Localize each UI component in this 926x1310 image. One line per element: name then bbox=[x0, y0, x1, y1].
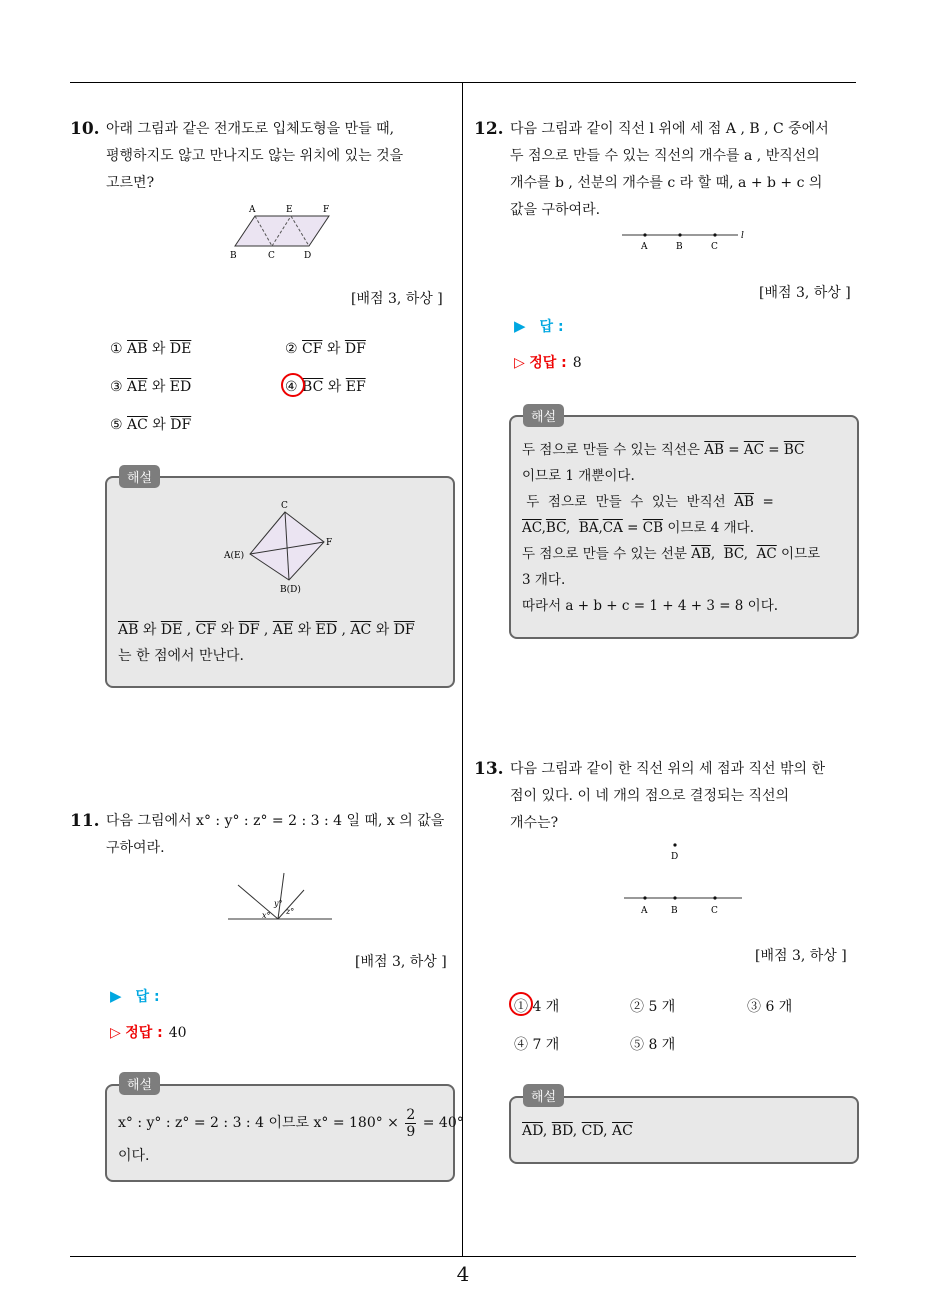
selected-answer-circle bbox=[509, 992, 533, 1016]
correct-label: 정답 : bbox=[125, 1025, 163, 1041]
line-notation: $\overline{AC}$ bbox=[612, 1123, 633, 1139]
question-text-line: 고르면? bbox=[106, 175, 155, 191]
segment: $\overline{BC}$ bbox=[723, 546, 744, 562]
solution-figure bbox=[222, 498, 342, 598]
figure-label: C bbox=[281, 501, 288, 511]
answer-text: 답 : bbox=[135, 989, 160, 1005]
segment: $\overline{DE}$ bbox=[169, 341, 192, 357]
solution-line: 따라서 a + b + c = 1 + 4 + 3 = 8 이다. bbox=[522, 598, 779, 614]
question-number: 12. bbox=[474, 119, 504, 139]
question-10 bbox=[70, 116, 450, 197]
text: , bbox=[743, 546, 757, 562]
option-2[interactable]: ② 5 개 bbox=[630, 999, 676, 1015]
text: = bbox=[723, 442, 744, 458]
option-mark: ② bbox=[285, 341, 298, 357]
option-joiner: 와 bbox=[327, 379, 342, 395]
correct-answer bbox=[110, 1022, 187, 1042]
segment: $\overline{DE}$ bbox=[160, 622, 183, 638]
question-11 bbox=[70, 808, 460, 862]
solution-tag: 해설 bbox=[119, 1072, 160, 1095]
joiner: 와 bbox=[371, 622, 394, 638]
ray-notation: $\overline{CA}$ bbox=[602, 520, 623, 536]
question-number: 13. bbox=[474, 759, 504, 779]
option-mark: ① bbox=[110, 341, 123, 357]
question-text-line: 평행하지도 않고 만나지도 않는 위치에 있는 것을 bbox=[106, 148, 404, 164]
option-mark: ③ bbox=[110, 379, 123, 395]
joiner: 와 bbox=[138, 622, 161, 638]
segment: $\overline{BC}$ bbox=[302, 379, 324, 395]
ray-notation: $\overline{BA}$ bbox=[578, 520, 599, 536]
question-text-line: 개수를 b , 선분의 개수를 c 라 할 때, a + b + c 의 bbox=[510, 175, 823, 191]
segment: $\overline{ED}$ bbox=[315, 622, 338, 638]
option-4[interactable]: ④ 7 개 bbox=[514, 1037, 560, 1053]
text: = bbox=[763, 442, 784, 458]
column-divider bbox=[462, 82, 463, 1256]
solution-text bbox=[522, 1118, 848, 1144]
formula-text: = 40° bbox=[422, 1115, 464, 1131]
top-rule bbox=[70, 82, 856, 83]
segment: $\overline{CF}$ bbox=[302, 341, 323, 357]
question-12 bbox=[474, 116, 860, 224]
solution-text bbox=[118, 617, 448, 669]
segment: $\overline{AC}$ bbox=[756, 546, 777, 562]
figure-label: A bbox=[641, 906, 648, 916]
option-joiner: 와 bbox=[152, 417, 166, 433]
segment: $\overline{ED}$ bbox=[169, 379, 192, 395]
solution-line bbox=[118, 1103, 464, 1143]
correct-label: 정답 : bbox=[529, 355, 567, 371]
line-notation: $\overline{AB}$ bbox=[704, 442, 724, 458]
correct-triangle-icon: ▷ bbox=[514, 355, 530, 371]
option-2[interactable] bbox=[285, 338, 366, 358]
segment: $\overline{AB}$ bbox=[691, 546, 711, 562]
question-number: 10. bbox=[70, 119, 100, 139]
question-number: 11. bbox=[70, 811, 100, 831]
score-label: [배점 3, 하상 ] bbox=[355, 954, 447, 970]
text: 두 점으로 만들 수 있는 직선은 bbox=[522, 442, 705, 458]
segment: $\overline{AE}$ bbox=[127, 379, 148, 395]
option-1[interactable] bbox=[110, 338, 191, 358]
points-figure bbox=[620, 840, 750, 920]
text: 이므로 4 개다. bbox=[663, 520, 754, 536]
net-figure bbox=[225, 200, 345, 262]
question-text-line: 구하여라. bbox=[106, 840, 165, 856]
score-label: [배점 3, 하상 ] bbox=[351, 291, 443, 307]
option-joiner: 와 bbox=[326, 341, 341, 357]
segment: $\overline{DF}$ bbox=[393, 622, 415, 638]
question-13 bbox=[474, 756, 860, 837]
text: , bbox=[710, 546, 724, 562]
figure-label: C bbox=[268, 251, 275, 261]
question-text-line: 다음 그림에서 x° : y° : z° = 2 : 3 : 4 일 때, x 의 값을 bbox=[106, 813, 445, 829]
text: 두 점으로 만들 수 있는 선분 bbox=[522, 546, 692, 562]
option-joiner: 와 bbox=[151, 379, 166, 395]
figure-label: l bbox=[741, 231, 744, 241]
question-text-line: 점이 있다. 이 네 개의 점으로 결정되는 직선의 bbox=[510, 788, 790, 804]
option-5[interactable] bbox=[110, 414, 191, 434]
text: , bbox=[541, 520, 546, 536]
figure-label: B(D) bbox=[280, 585, 301, 595]
answer-text: 답 : bbox=[539, 319, 564, 335]
correct-value: 40 bbox=[168, 1025, 187, 1041]
bottom-rule bbox=[70, 1256, 856, 1257]
text: 두 점으로 만들 수 있는 반직선 bbox=[522, 494, 735, 510]
joiner: , bbox=[337, 622, 351, 638]
solution-tag: 해설 bbox=[523, 1084, 564, 1107]
segment: $\overline{AB}$ bbox=[118, 622, 139, 638]
ray-notation: $\overline{CB}$ bbox=[642, 520, 664, 536]
figure-label: F bbox=[323, 205, 330, 215]
separator: , bbox=[542, 1123, 552, 1139]
option-3[interactable] bbox=[110, 376, 191, 396]
question-text-line: 값을 구하여라. bbox=[510, 202, 601, 218]
figure-label: F bbox=[326, 538, 333, 548]
question-text-line: 개수는? bbox=[510, 815, 559, 831]
solution-line: 이므로 1 개뿐이다. bbox=[522, 468, 635, 484]
ray-notation: $\overline{BC}$ bbox=[545, 520, 566, 536]
solution-line: 이다. bbox=[118, 1148, 150, 1164]
segment: $\overline{EF}$ bbox=[345, 379, 366, 395]
segment: $\overline{DF}$ bbox=[170, 417, 192, 433]
figure-label: A bbox=[641, 242, 648, 252]
question-text-line: 다음 그림과 같이 직선 l 위에 세 점 A , B , C 중에서 bbox=[510, 121, 829, 137]
segment: $\overline{AC}$ bbox=[127, 417, 148, 433]
figure-label: E bbox=[286, 205, 293, 215]
text: , bbox=[598, 520, 603, 536]
fraction-numerator: 2 bbox=[406, 1106, 416, 1123]
line-notation: $\overline{AC}$ bbox=[743, 442, 764, 458]
line-notation: $\overline{BD}$ bbox=[551, 1123, 573, 1139]
ray-notation: $\overline{AB}$ bbox=[734, 494, 754, 510]
figure-label: D bbox=[304, 251, 312, 261]
solution-line: 3 개다. bbox=[522, 572, 566, 588]
ray-notation: $\overline{AC}$ bbox=[522, 520, 542, 536]
segment: $\overline{DF}$ bbox=[238, 622, 260, 638]
figure-label: B bbox=[671, 906, 678, 916]
angle-figure bbox=[226, 868, 336, 924]
solution-text bbox=[118, 1103, 464, 1169]
solution-line bbox=[522, 437, 848, 463]
formula-text: x° : y° : z° = 2 : 3 : 4 이므로 x° = 180° × bbox=[118, 1115, 399, 1131]
answer-label bbox=[110, 986, 160, 1006]
option-joiner: 와 bbox=[151, 341, 166, 357]
option-mark: ④ bbox=[285, 379, 298, 395]
score-label: [배점 3, 하상 ] bbox=[759, 285, 851, 301]
text: 이므로 bbox=[776, 546, 821, 562]
correct-value: 8 bbox=[572, 355, 582, 371]
correct-triangle-icon: ▷ bbox=[110, 1025, 126, 1041]
joiner: 와 bbox=[216, 622, 239, 638]
solution-tag: 해설 bbox=[119, 465, 160, 488]
option-mark: ⑤ bbox=[110, 417, 123, 433]
question-text-line: 아래 그림과 같은 전개도로 입체도형을 만들 때, bbox=[106, 121, 395, 137]
figure-label: B bbox=[230, 251, 237, 261]
score-label: [배점 3, 하상 ] bbox=[755, 948, 847, 964]
answer-triangle-icon: ▶ bbox=[514, 317, 526, 335]
option-1[interactable]: ① 4 개 bbox=[514, 999, 560, 1015]
figure-label: x° bbox=[262, 911, 271, 920]
figure-label: A bbox=[249, 205, 256, 215]
answer-triangle-icon: ▶ bbox=[110, 987, 122, 1005]
figure-label: A(E) bbox=[224, 551, 245, 561]
option-5[interactable]: ⑤ 8 개 bbox=[630, 1037, 676, 1053]
line-notation: $\overline{AD}$ bbox=[522, 1123, 543, 1139]
figure-label: C bbox=[711, 906, 718, 916]
page-number: 4 bbox=[456, 1262, 470, 1286]
segment: $\overline{AE}$ bbox=[272, 622, 294, 638]
joiner: , bbox=[182, 622, 196, 638]
solution-line bbox=[522, 515, 848, 541]
line-notation: $\overline{BC}$ bbox=[783, 442, 805, 458]
segment: $\overline{CF}$ bbox=[195, 622, 217, 638]
solution-tag: 해설 bbox=[523, 404, 564, 427]
selected-answer-circle bbox=[281, 373, 305, 397]
solution-line bbox=[522, 489, 848, 515]
text: = bbox=[753, 494, 774, 510]
solution-text bbox=[522, 437, 848, 619]
figure-label: y° bbox=[274, 899, 283, 908]
solution-line bbox=[118, 617, 448, 643]
separator: , bbox=[572, 1123, 582, 1139]
fraction bbox=[405, 1107, 416, 1140]
joiner: 와 bbox=[293, 622, 316, 638]
fraction-denominator: 9 bbox=[406, 1123, 416, 1140]
question-text-line: 다음 그림과 같이 한 직선 위의 세 점과 직선 밖의 한 bbox=[510, 761, 825, 777]
joiner: , bbox=[259, 622, 273, 638]
text: = bbox=[622, 520, 643, 536]
segment: $\overline{AC}$ bbox=[350, 622, 372, 638]
separator: , bbox=[603, 1123, 613, 1139]
option-3[interactable]: ③ 6 개 bbox=[747, 999, 793, 1015]
answer-label bbox=[514, 316, 564, 336]
correct-answer bbox=[514, 352, 582, 372]
line-notation: $\overline{CD}$ bbox=[581, 1123, 604, 1139]
figure-label: D bbox=[671, 852, 679, 862]
text: , bbox=[565, 520, 579, 536]
figure-label: z° bbox=[286, 907, 295, 916]
segment: $\overline{DF}$ bbox=[344, 341, 366, 357]
figure-label: C bbox=[711, 242, 718, 252]
solution-line: 는 한 점에서 만난다. bbox=[118, 648, 244, 664]
segment: $\overline{AB}$ bbox=[127, 341, 148, 357]
question-text-line: 두 점으로 만들 수 있는 직선의 개수를 a , 반직선의 bbox=[510, 148, 820, 164]
line-figure bbox=[620, 226, 750, 254]
solution-line bbox=[522, 541, 848, 567]
figure-label: B bbox=[676, 242, 683, 252]
